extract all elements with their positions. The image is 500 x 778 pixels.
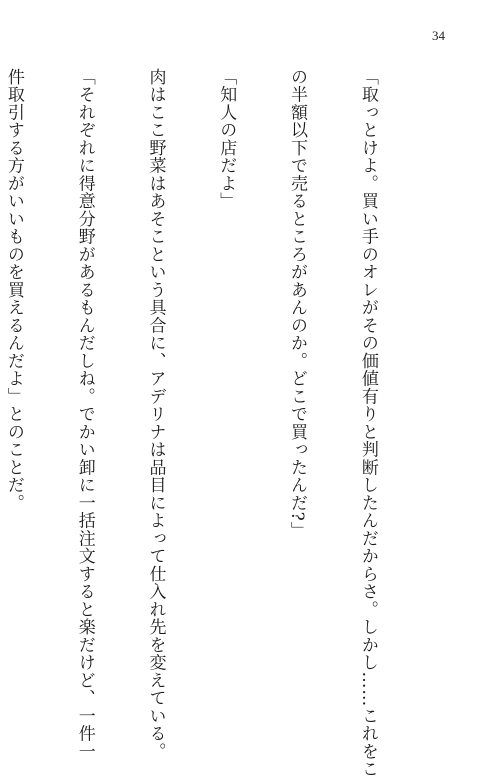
vertical-text-body — [3, 68, 426, 778]
page-number: 34 — [432, 28, 445, 43]
text-line: 「知人の店だよ」 — [216, 68, 237, 210]
text-line: 「それぞれに得意分野があるもんだしね。でかい卸に一括注文すると楽だけど、一件一 — [74, 68, 95, 761]
text-line: 「取っとけよ。買い手のオレがその価値有りと判断したんだからさ。しかし……これをこ — [357, 68, 378, 778]
text-line: の半額以下で売るところがあんのか。どこで買ったんだ?」 — [287, 68, 308, 540]
text-line: 件取引する方がいいものを買えるんだよ」とのことだ。 — [3, 68, 24, 512]
text-line: 肉はここ野菜はあそこという具合に、アデリナは品目によって仕入れ先を変えている。 — [145, 68, 166, 761]
